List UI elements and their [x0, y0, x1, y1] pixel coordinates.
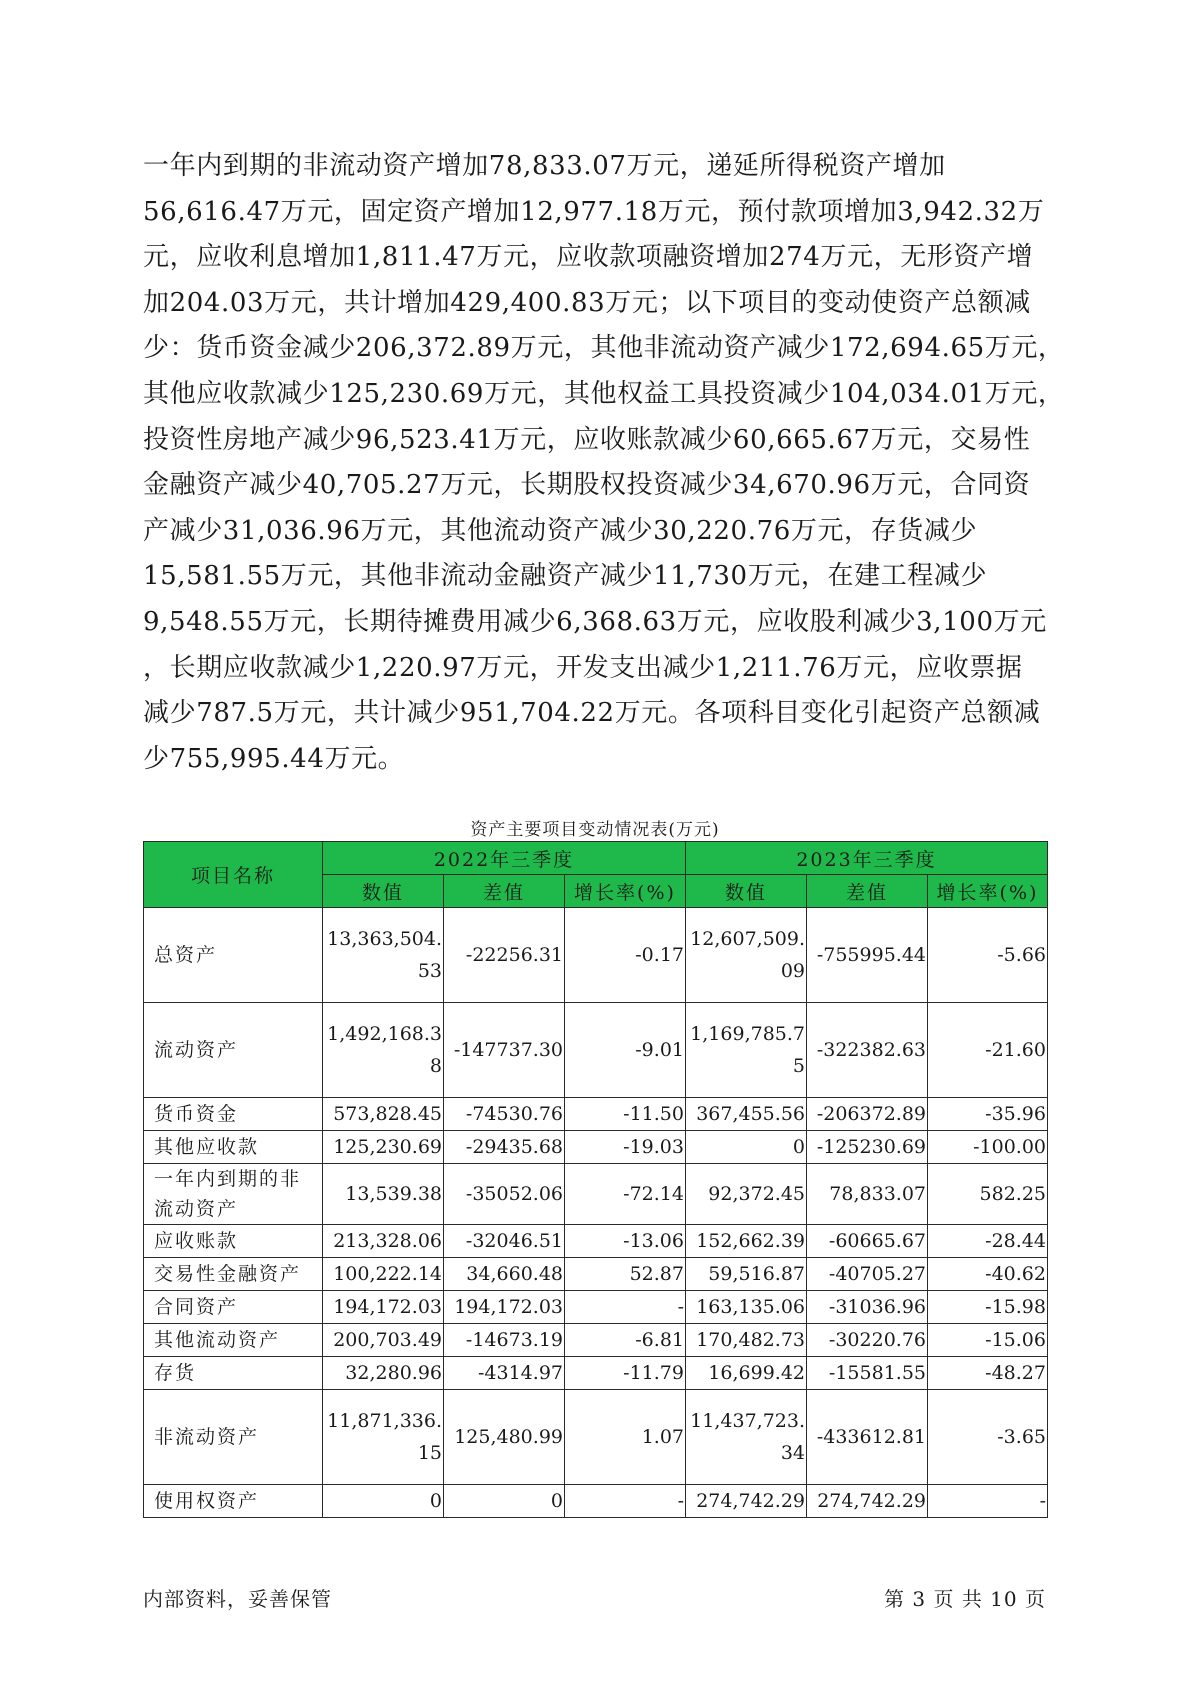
row-cell: -29435.68 [444, 1131, 565, 1164]
subheader-growth: 增长率(%) [565, 875, 686, 908]
row-cell: 11,437,723.34 [686, 1390, 807, 1485]
table-caption: 资产主要项目变动情况表(万元) [470, 820, 720, 840]
row-cell: 163,135.06 [686, 1291, 807, 1324]
row-cell: -40705.27 [807, 1258, 928, 1291]
row-cell: - [565, 1485, 686, 1518]
table-row [144, 1258, 1048, 1291]
row-cell: 200,703.49 [323, 1324, 444, 1357]
row-cell: 34,660.48 [444, 1258, 565, 1291]
table-row [144, 1098, 1048, 1131]
row-cell: -35052.06 [444, 1164, 565, 1225]
row-cell: -15581.55 [807, 1357, 928, 1390]
row-cell: -0.17 [565, 908, 686, 1003]
row-cell: -40.62 [928, 1258, 1048, 1291]
row-cell: -147737.30 [444, 1003, 565, 1098]
row-cell: 12,607,509.09 [686, 908, 807, 1003]
row-item-name: 存货 [144, 1357, 323, 1390]
row-cell: 274,742.29 [807, 1485, 928, 1518]
row-cell: -19.03 [565, 1131, 686, 1164]
table-row [144, 1324, 1048, 1357]
row-cell: -32046.51 [444, 1225, 565, 1258]
row-cell: -14673.19 [444, 1324, 565, 1357]
row-cell: -100.00 [928, 1131, 1048, 1164]
table-row [144, 1485, 1048, 1518]
row-cell: 194,172.03 [444, 1291, 565, 1324]
row-cell: 92,372.45 [686, 1164, 807, 1225]
paragraph-line: 56,616.47万元，固定资产增加12,977.18万元，预付款项增加3,942.32万 [143, 196, 1045, 227]
row-cell: -30220.76 [807, 1324, 928, 1357]
row-item-name: 其他流动资产 [144, 1324, 323, 1357]
row-cell: -31036.96 [807, 1291, 928, 1324]
row-cell: -433612.81 [807, 1390, 928, 1485]
paragraph-line: 产减少31,036.96万元，其他流动资产减少30,220.76万元，存货减少 [143, 515, 978, 546]
row-cell: -125230.69 [807, 1131, 928, 1164]
paragraph-line: ，长期应收款减少1,220.97万元，开发支出减少1,211.76万元，应收票据 [143, 652, 1023, 683]
row-item-name: 应收账款 [144, 1225, 323, 1258]
row-item-name: 一年内到期的非流动资产 [144, 1164, 323, 1225]
paragraph-line: 其他应收款减少125,230.69万元，其他权益工具投资减少104,034.01万元， [143, 378, 1065, 409]
row-item-name: 合同资产 [144, 1291, 323, 1324]
row-item-name: 货币资金 [144, 1098, 323, 1131]
paragraph-line: 加204.03万元，共计增加429,400.83万元；以下项目的变动使资产总额减 [143, 287, 1031, 318]
row-cell: -15.98 [928, 1291, 1048, 1324]
subheader-growth: 增长率(%) [928, 875, 1048, 908]
row-cell: 367,455.56 [686, 1098, 807, 1131]
row-cell: - [928, 1485, 1048, 1518]
row-cell: -4314.97 [444, 1357, 565, 1390]
row-cell: -6.81 [565, 1324, 686, 1357]
row-cell: 0 [323, 1485, 444, 1518]
header-period-2022: 2022年三季度 [323, 842, 686, 875]
subheader-value: 数值 [686, 875, 807, 908]
row-cell: -13.06 [565, 1225, 686, 1258]
paragraph-line: 投资性房地产减少96,523.41万元，应收账款减少60,665.67万元，交易性 [143, 424, 1031, 455]
footer-confidential-note: 内部资料，妥善保管 [143, 1587, 332, 1611]
row-cell: -48.27 [928, 1357, 1048, 1390]
row-cell: 274,742.29 [686, 1485, 807, 1518]
row-cell: 582.25 [928, 1164, 1048, 1225]
row-cell: 100,222.14 [323, 1258, 444, 1291]
paragraph-line: 元，应收利息增加1,811.47万元，应收款项融资增加274万元，无形资产增 [143, 242, 1034, 273]
row-cell: 213,328.06 [323, 1225, 444, 1258]
table-row [144, 908, 1048, 1003]
subheader-value: 数值 [323, 875, 444, 908]
row-item-name: 交易性金融资产 [144, 1258, 323, 1291]
row-cell: 13,539.38 [323, 1164, 444, 1225]
row-cell: 0 [686, 1131, 807, 1164]
row-cell: 125,230.69 [323, 1131, 444, 1164]
row-cell: -11.79 [565, 1357, 686, 1390]
footer-page-number: 第 3 页 共 10 页 [884, 1587, 1046, 1611]
table-row [144, 1225, 1048, 1258]
row-cell: -206372.89 [807, 1098, 928, 1131]
row-cell: -11.50 [565, 1098, 686, 1131]
row-cell: 1,492,168.38 [323, 1003, 444, 1098]
table-row [144, 1390, 1048, 1485]
paragraph-line: 15,581.55万元，其他非流动金融资产减少11,730万元，在建工程减少 [143, 561, 988, 592]
table-body [144, 908, 1048, 1518]
row-cell: 1.07 [565, 1390, 686, 1485]
paragraph-line: 金融资产减少40,705.27万元，长期股权投资减少34,670.96万元，合同资 [143, 470, 1031, 501]
row-item-name: 使用权资产 [144, 1485, 323, 1518]
row-item-name: 总资产 [144, 908, 323, 1003]
row-cell: -22256.31 [444, 908, 565, 1003]
row-cell: -28.44 [928, 1225, 1048, 1258]
row-item-name: 非流动资产 [144, 1390, 323, 1485]
row-cell: 194,172.03 [323, 1291, 444, 1324]
table-row [144, 1164, 1048, 1225]
row-cell: 1,169,785.75 [686, 1003, 807, 1098]
row-cell: 170,482.73 [686, 1324, 807, 1357]
table-row [144, 1357, 1048, 1390]
row-cell: -72.14 [565, 1164, 686, 1225]
row-cell: -755995.44 [807, 908, 928, 1003]
row-cell: 573,828.45 [323, 1098, 444, 1131]
row-cell: 52.87 [565, 1258, 686, 1291]
body-paragraph [143, 144, 1065, 782]
table-row [144, 1131, 1048, 1164]
row-cell: -3.65 [928, 1390, 1048, 1485]
row-cell: -35.96 [928, 1098, 1048, 1131]
row-cell: 152,662.39 [686, 1225, 807, 1258]
row-cell: -9.01 [565, 1003, 686, 1098]
table-row [144, 1003, 1048, 1098]
row-cell: -322382.63 [807, 1003, 928, 1098]
row-cell: 125,480.99 [444, 1390, 565, 1485]
row-item-name: 其他应收款 [144, 1131, 323, 1164]
paragraph-line: 9,548.55万元，长期待摊费用减少6,368.63万元，应收股利减少3,100万元 [143, 606, 1047, 637]
table-header-row [144, 842, 1048, 875]
row-cell: -15.06 [928, 1324, 1048, 1357]
row-cell: -5.66 [928, 908, 1048, 1003]
header-item-name: 项目名称 [144, 842, 323, 908]
row-cell: -74530.76 [444, 1098, 565, 1131]
row-cell: -21.60 [928, 1003, 1048, 1098]
row-cell: - [565, 1291, 686, 1324]
row-cell: 32,280.96 [323, 1357, 444, 1390]
row-cell: 13,363,504.53 [323, 908, 444, 1003]
header-period-2023: 2023年三季度 [686, 842, 1048, 875]
subheader-diff: 差值 [444, 875, 565, 908]
row-cell: -60665.67 [807, 1225, 928, 1258]
table-row [144, 1291, 1048, 1324]
row-cell: 0 [444, 1485, 565, 1518]
row-cell: 59,516.87 [686, 1258, 807, 1291]
paragraph-line: 少755,995.44万元。 [143, 743, 405, 774]
row-item-name: 流动资产 [144, 1003, 323, 1098]
paragraph-line: 一年内到期的非流动资产增加78,833.07万元，递延所得税资产增加 [143, 151, 946, 181]
row-cell: 78,833.07 [807, 1164, 928, 1225]
row-cell: 11,871,336.15 [323, 1390, 444, 1485]
subheader-diff: 差值 [807, 875, 928, 908]
asset-change-table [143, 841, 1048, 1518]
paragraph-line: 减少787.5万元，共计减少951,704.22万元。各项科目变化引起资产总额减 [143, 698, 1041, 729]
paragraph-line: 少：货币资金减少206,372.89万元，其他非流动资产减少172,694.65万元， [143, 333, 1065, 364]
row-cell: 16,699.42 [686, 1357, 807, 1390]
